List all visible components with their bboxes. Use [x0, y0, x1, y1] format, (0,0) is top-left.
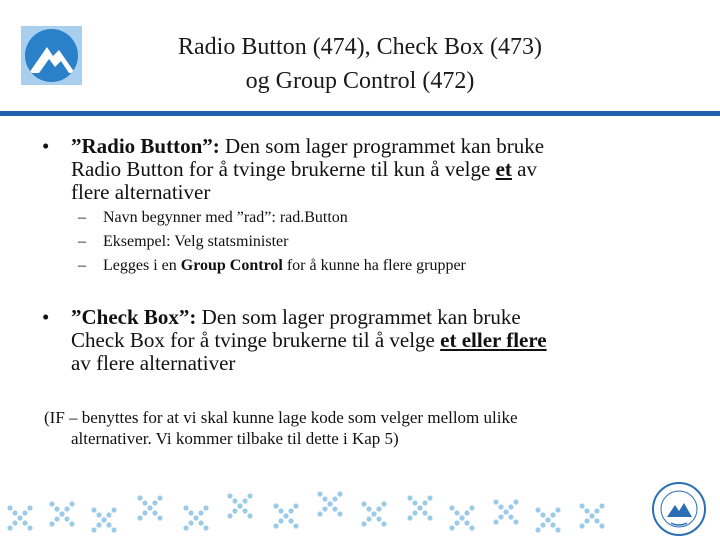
- subitem-dash: –: [78, 257, 86, 274]
- pattern-dot: [366, 516, 371, 521]
- pattern-dot: [17, 515, 22, 520]
- note-line-2: alternativer. Vi kommer tilbake til dette i Kap 5): [71, 429, 399, 448]
- pattern-dot: [322, 496, 327, 501]
- pattern-dot: [157, 515, 162, 520]
- bullet-term: ”Radio Button”:: [71, 134, 220, 158]
- pattern-dot: [493, 519, 498, 524]
- pattern-dot: [599, 503, 604, 508]
- pattern-dot: [203, 525, 208, 530]
- mountain-logo-icon: [25, 29, 78, 82]
- pattern-dot: [422, 500, 427, 505]
- pattern-dot: [508, 514, 513, 519]
- subitem: [78, 230, 288, 254]
- pattern-dot: [273, 503, 278, 508]
- pattern-dot: [550, 522, 555, 527]
- pattern-dot: [227, 493, 232, 498]
- pattern-dot: [237, 503, 242, 508]
- pattern-dot: [513, 519, 518, 524]
- bullet-text: av flere alternativer: [71, 351, 236, 375]
- pattern-dot: [49, 501, 54, 506]
- pattern-dot: [535, 527, 540, 532]
- pattern-dot: [464, 520, 469, 525]
- pattern-dot: [288, 518, 293, 523]
- footer-pattern: [0, 478, 640, 540]
- bullet-text: Den som lager programmet kan bruke: [196, 305, 521, 329]
- pattern-dot: [54, 506, 59, 511]
- pattern-dot: [469, 505, 474, 510]
- bullet-text: av: [511, 157, 537, 181]
- header-rule: [0, 111, 720, 116]
- college-seal-icon: [641, 481, 717, 537]
- pattern-dot: [422, 510, 427, 515]
- pattern-dot: [498, 514, 503, 519]
- pattern-dot: [579, 523, 584, 528]
- pattern-dot: [361, 501, 366, 506]
- pattern-dot: [152, 510, 157, 515]
- pattern-dot: [584, 518, 589, 523]
- pattern-dot: [337, 491, 342, 496]
- pattern-dot: [111, 527, 116, 532]
- pattern-dot: [183, 505, 188, 510]
- logo: [21, 26, 82, 85]
- subitem-text: Legges i en: [103, 257, 181, 274]
- pattern-dot: [69, 501, 74, 506]
- bullet-term: ”Check Box”:: [71, 305, 197, 329]
- title-line-2: og Group Control (472): [245, 68, 475, 94]
- pattern-dot: [183, 525, 188, 530]
- pattern-dot: [449, 505, 454, 510]
- pattern-dot: [278, 518, 283, 523]
- pattern-dot: [142, 500, 147, 505]
- pattern-dot: [232, 508, 237, 513]
- pattern-dot: [293, 503, 298, 508]
- pattern-dot: [545, 517, 550, 522]
- pattern-dot: [91, 507, 96, 512]
- pattern-dot: [137, 515, 142, 520]
- pattern-dot: [106, 522, 111, 527]
- pattern-dot: [498, 504, 503, 509]
- subitem-text: Eksempel: Velg statsminister: [103, 233, 289, 250]
- pattern-dot: [242, 498, 247, 503]
- subitem-dash: –: [78, 209, 86, 226]
- pattern-dot: [69, 521, 74, 526]
- pattern-dot: [371, 511, 376, 516]
- pattern-dot: [288, 508, 293, 513]
- pattern-dot: [142, 510, 147, 515]
- pattern-dot: [381, 521, 386, 526]
- bullet-marker: •: [42, 134, 50, 158]
- pattern-dot: [188, 510, 193, 515]
- pattern-dot: [227, 513, 232, 518]
- pattern-dot: [376, 506, 381, 511]
- pattern-dot: [513, 499, 518, 504]
- pattern-dot: [589, 513, 594, 518]
- pattern-dot: [503, 509, 508, 514]
- pattern-dot: [198, 520, 203, 525]
- bullet-text: flere alternativer: [71, 180, 211, 204]
- pattern-dot: [337, 511, 342, 516]
- pattern-dot: [59, 511, 64, 516]
- subitem: [78, 254, 466, 278]
- pattern-dot: [91, 527, 96, 532]
- bullet-text: Den som lager programmet kan bruke: [219, 134, 545, 158]
- pattern-dot: [106, 512, 111, 517]
- subitem-text: for å kunne ha flere grupper: [282, 257, 466, 274]
- pattern-dot: [27, 505, 32, 510]
- pattern-dot: [412, 510, 417, 515]
- pattern-dot: [332, 496, 337, 501]
- pattern-dot: [198, 510, 203, 515]
- pattern-dot: [508, 504, 513, 509]
- pattern-dot: [469, 525, 474, 530]
- pattern-dot: [361, 521, 366, 526]
- pattern-dot: [454, 510, 459, 515]
- pattern-dot: [493, 499, 498, 504]
- pattern-dot: [381, 501, 386, 506]
- pattern-dot: [96, 522, 101, 527]
- bullet-radio-button: [42, 135, 642, 204]
- pattern-dot: [427, 515, 432, 520]
- pattern-dot: [7, 525, 12, 530]
- pattern-dot: [579, 503, 584, 508]
- subitem: [78, 206, 348, 230]
- pattern-dot: [555, 527, 560, 532]
- pattern-dot: [283, 513, 288, 518]
- pattern-dot: [427, 495, 432, 500]
- pattern-dot: [152, 500, 157, 505]
- note: [44, 407, 624, 449]
- pattern-dot: [111, 507, 116, 512]
- pattern-dot: [540, 512, 545, 517]
- pattern-dot: [137, 495, 142, 500]
- pattern-dot: [459, 515, 464, 520]
- pattern-dot: [293, 523, 298, 528]
- pattern-dot: [242, 508, 247, 513]
- pattern-dot: [322, 506, 327, 511]
- pattern-dot: [27, 525, 32, 530]
- pattern-dot: [7, 505, 12, 510]
- page-title: [90, 30, 630, 98]
- pattern-dot: [247, 513, 252, 518]
- bullet-emphasis: et eller flere: [440, 328, 547, 352]
- pattern-dot: [327, 501, 332, 506]
- pattern-dot: [247, 493, 252, 498]
- pattern-dot: [550, 512, 555, 517]
- pattern-dot: [599, 523, 604, 528]
- pattern-dot: [157, 495, 162, 500]
- pattern-dot: [417, 505, 422, 510]
- pattern-dot: [376, 516, 381, 521]
- pattern-dot: [412, 500, 417, 505]
- pattern-dot: [594, 518, 599, 523]
- bullet-text: Check Box for å tvinge brukerne til å velge: [71, 328, 441, 352]
- pattern-dot: [584, 508, 589, 513]
- pattern-dot: [12, 520, 17, 525]
- pattern-dot: [555, 507, 560, 512]
- pattern-dot: [317, 511, 322, 516]
- note-line-1: (IF – benyttes for at vi skal kunne lage kode som velger mellom ulike: [44, 408, 518, 427]
- pattern-dot: [594, 508, 599, 513]
- title-line-1: Radio Button (474), Check Box (473): [178, 34, 542, 60]
- pattern-dot: [22, 520, 27, 525]
- pattern-dot: [96, 512, 101, 517]
- pattern-dot: [147, 505, 152, 510]
- pattern-dot: [273, 523, 278, 528]
- pattern-dot: [12, 510, 17, 515]
- pattern-dot: [454, 520, 459, 525]
- pattern-dot: [278, 508, 283, 513]
- pattern-dot: [232, 498, 237, 503]
- pattern-dot: [464, 510, 469, 515]
- pattern-dot: [22, 510, 27, 515]
- bullet-marker: •: [42, 305, 50, 329]
- pattern-dot: [449, 525, 454, 530]
- subitem-text: Navn begynner med ”rad”: rad.Button: [103, 209, 348, 226]
- pattern-dot: [407, 515, 412, 520]
- pattern-dot: [54, 516, 59, 521]
- pattern-dot: [317, 491, 322, 496]
- bullet-check-box: [42, 306, 642, 375]
- pattern-dot: [49, 521, 54, 526]
- pattern-dot: [101, 517, 106, 522]
- pattern-dot: [193, 515, 198, 520]
- subitem-dash: –: [78, 233, 86, 250]
- pattern-dot: [64, 506, 69, 511]
- pattern-dot: [407, 495, 412, 500]
- pattern-dot: [188, 520, 193, 525]
- pattern-dot: [332, 506, 337, 511]
- pattern-dot: [64, 516, 69, 521]
- pattern-dot: [540, 522, 545, 527]
- subitem-bold: Group Control: [180, 257, 283, 274]
- pattern-dot: [366, 506, 371, 511]
- bullet-text: Radio Button for å tvinge brukerne til kun å velge: [71, 157, 496, 181]
- pattern-dot: [203, 505, 208, 510]
- pattern-dot: [535, 507, 540, 512]
- bullet-emphasis: et: [495, 157, 512, 181]
